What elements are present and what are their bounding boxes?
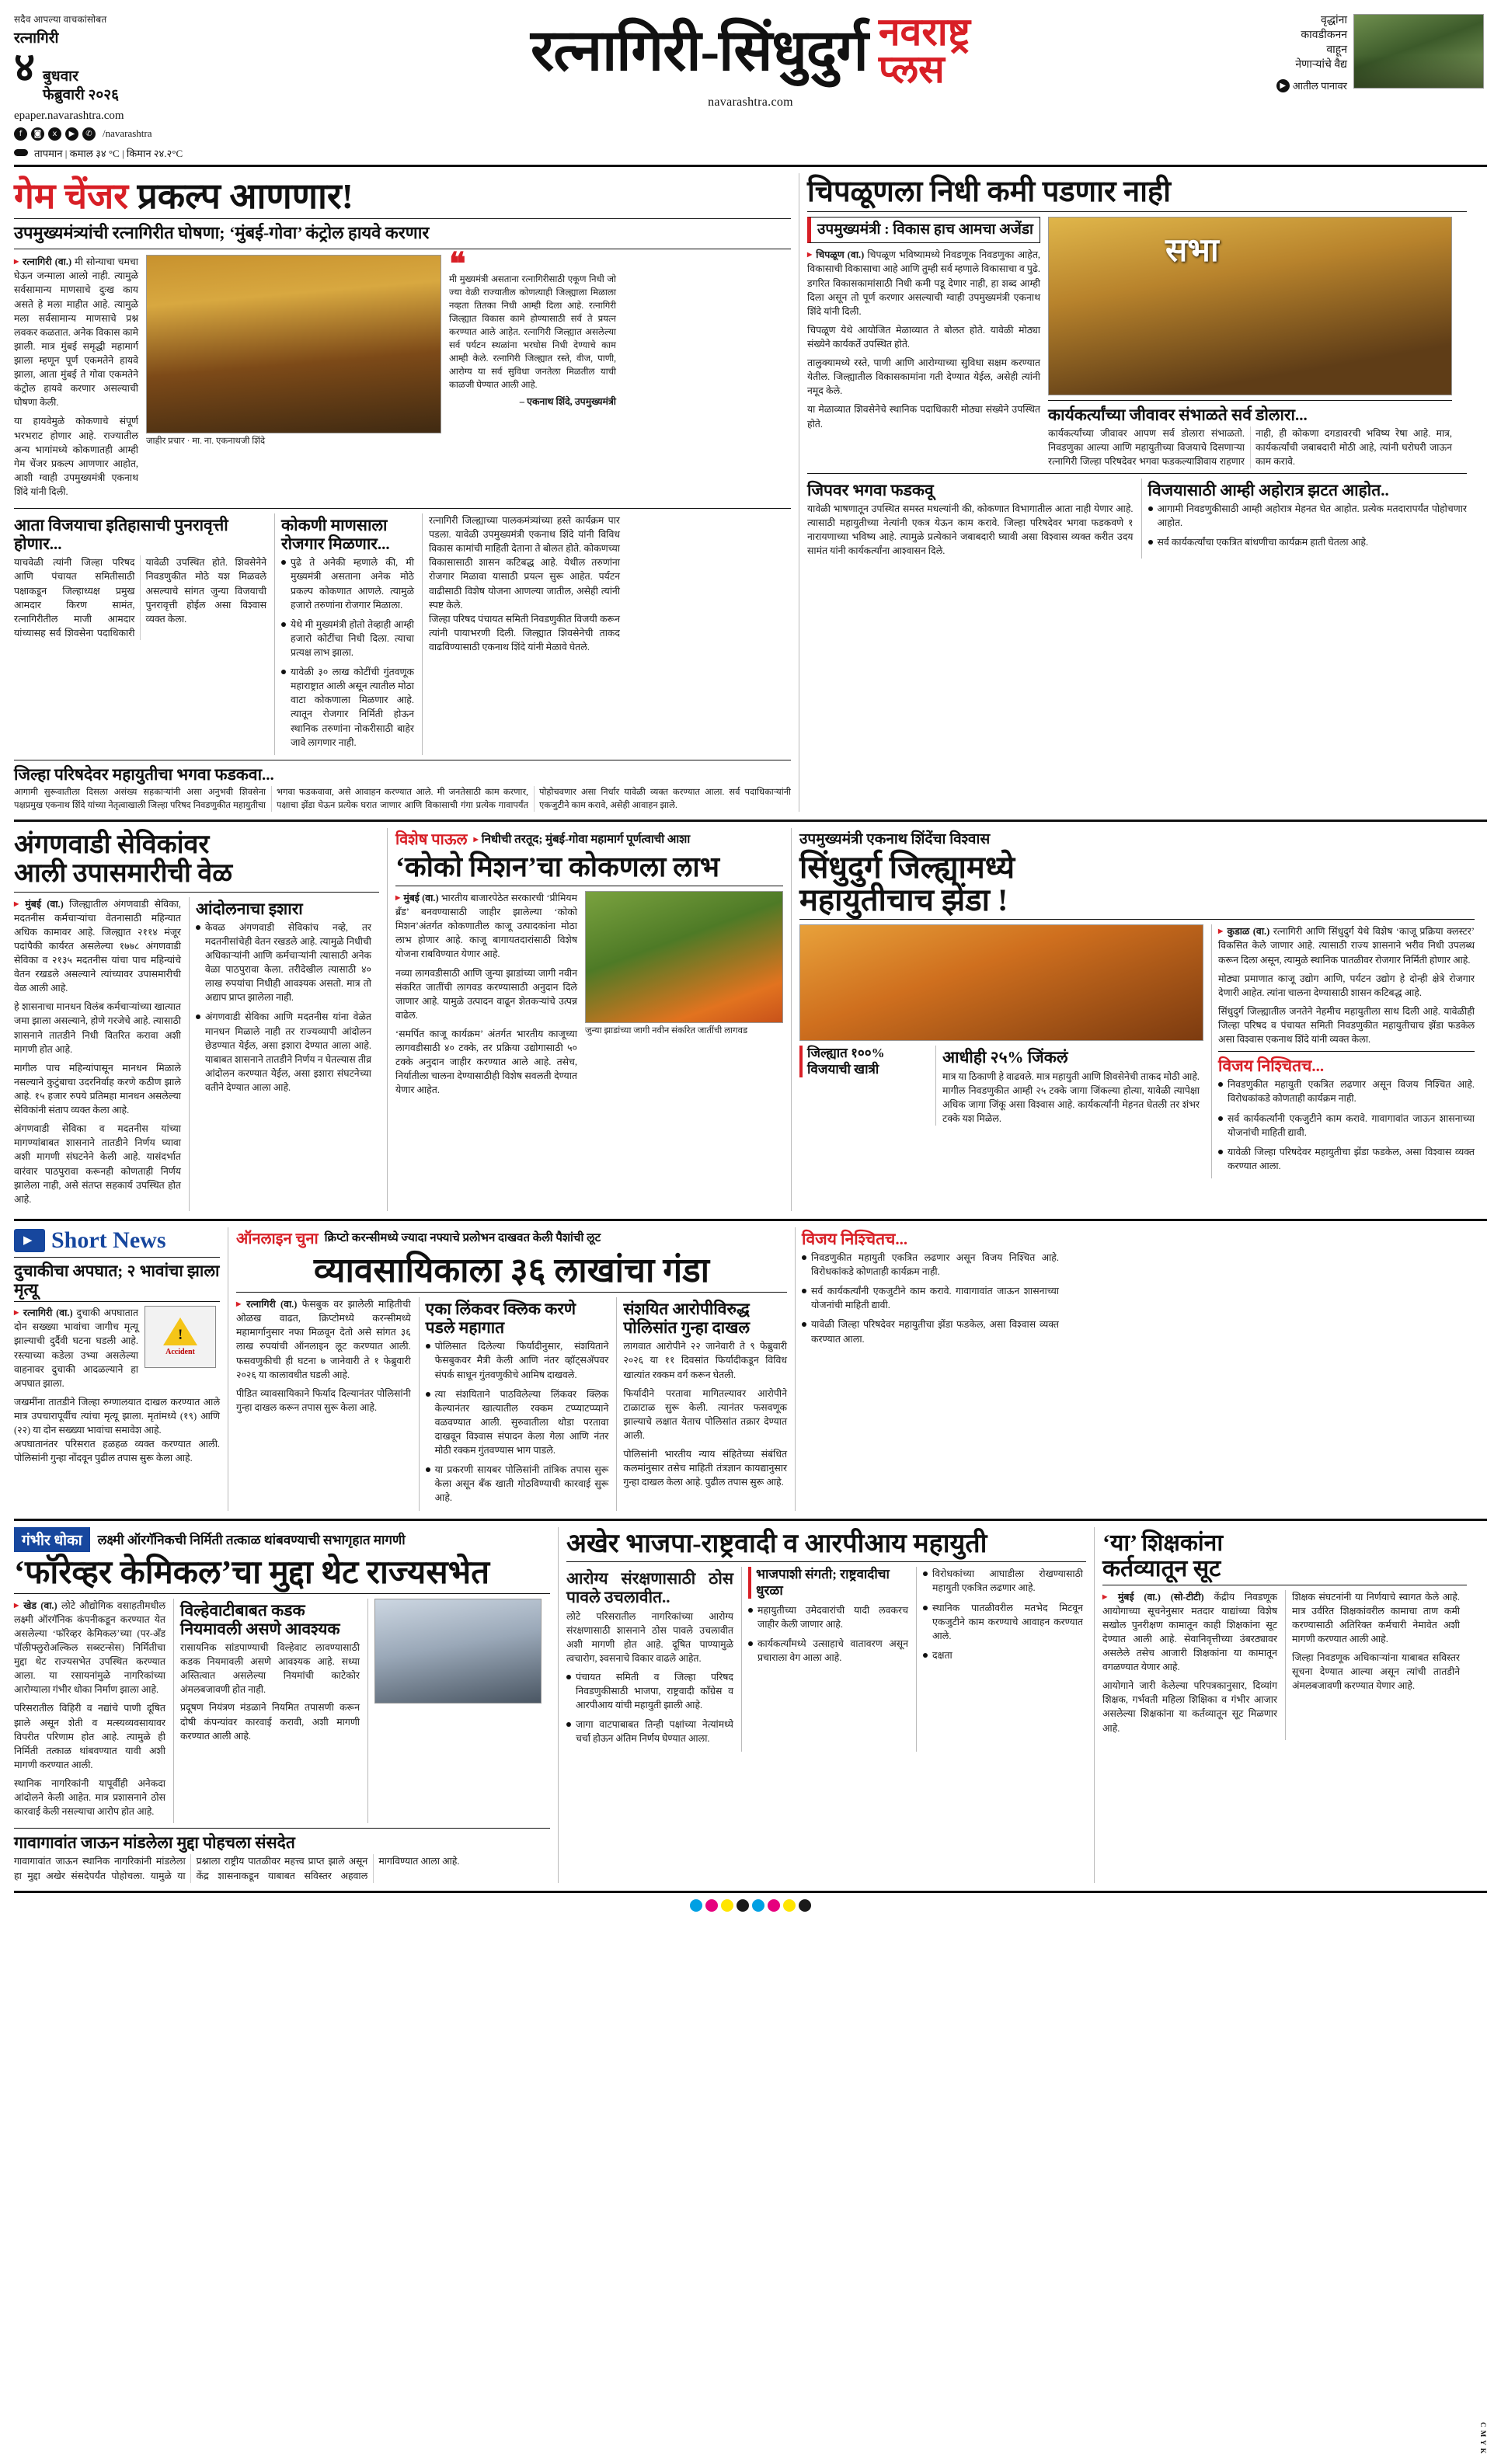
midright-sub3-bullet-2: सर्व कार्यकर्त्यांनी एकजुटीने काम करावे. गावागावांत जाऊन शासनाच्या योजनांची माहिती द्यावी. <box>1218 1112 1475 1140</box>
fraud-mid-bullet-2: त्या संशयिताने पाठविलेल्या लिंकवर क्लिक केल्यानंतर खात्यातील रक्कम टप्प्याटप्प्याने वळवण्यात आली. सुरुवातीला थोडा परतावा दाखवून विश्वास संपादन केला गेला आणि नंतर मोठी रक्कम गुंतवण्यास भाग पाडले. <box>426 1387 609 1458</box>
midleft-title-l1: अंगणवाडी सेविकांवर <box>14 830 210 860</box>
topright-sub1-body: कार्यकर्त्यांच्या जीवावर आपण सर्व डोलारा संभाळतो. निवडणुका आल्या आणि महायुतीच्या विजयाचे दिसणाऱ्या रत्नागिरी जिल्हा परिषदेवर भगवा फडकल्याशिवाय राहणार नाही, ही कोकणा दगडावरची भविष्य रेषा आहे. मात्र, कार्यकर्त्यांची जबाबदारी मोठी आहे, त्यांनी घरोघरी जाऊन काम करावे. <box>1048 427 1452 467</box>
bottomleft-title: ‘फॉरेव्हर केमिकल’चा मुद्दा थेट राज्यसभेत <box>14 1554 490 1591</box>
reg-dot <box>783 1899 796 1912</box>
promo-inside-label: आतील पानावर <box>1292 79 1347 92</box>
bottomcenter-sub-title: भाजपाशी संगती; राष्ट्रवादीचा धुरळा <box>748 1567 908 1599</box>
website-url[interactable]: navarashtra.com <box>708 96 793 109</box>
fraud-body <box>236 1297 411 1510</box>
whatsapp-icon[interactable]: ✆ <box>82 127 96 141</box>
bottomcenter-bullet-1: पंचायत समिती व जिल्हा परिषद निवडणुकीसाठी भाजपा, राष्ट्रवादी काँग्रेस व आरपीआय यांची महायुती झाली आहे. <box>566 1670 733 1712</box>
midleft-sub-bullet-2: अंगणवाडी सेविका आणि मदतनीस यांना वेळेत मानधन मिळाले नाही तर राज्यव्यापी आंदोलन छेडण्यात येईल, असा इशारा देण्यात आला आहे. याबाबत शासनाने तातडीने निर्णय न घेतल्यास तीव्र आंदोलन करण्यात येईल, असा इशारा संघटनेच्या वतीने देण्यात आला आहे. <box>196 1010 371 1095</box>
bottomleft-sub2-title: गावागावांत जाऊन मांडलेला मुद्दा पोहचला संसदेत <box>14 1833 295 1853</box>
midright-para-1: रत्नागिरी आणि सिंधुदुर्ग येथे विशेष ‘काजू प्रक्रिया क्लस्टर’ विकसित केले जाणार आहे. त्यासाठी राज्य शासनाने भरीव निधी उपलब्ध करून दिला असून, त्यामुळे स्थानिक पातळीवर रोजगार निर्मिती होणार आहे. <box>1218 926 1475 966</box>
reg-dot <box>752 1899 764 1912</box>
bottomcenter-bullet-5: विरोधकांच्या आघाडीला रोखण्यासाठी महायुती एकत्रित लढणार आहे. <box>923 1567 1083 1595</box>
promo-line4: नेणाऱ्यांचे वैद्य <box>1295 58 1347 71</box>
cmyk-marker: C M Y K <box>1479 2422 1487 2455</box>
fraud-mid-bullet-1: पोलिसात दिलेल्या फिर्यादीनुसार, संशयिताने फेसबुकवर मैत्री केली आणि नंतर व्हॉट्सअ‍ॅपवर संपर्क साधून गुंतवणुकीचे आमिष दाखवले. <box>426 1339 609 1381</box>
bottomleft-sub1 <box>173 1599 360 1824</box>
quote-icon: ❝ <box>449 245 466 283</box>
fraud-mid-bullet-3: या प्रकरणी सायबर पोलिसांनी तांत्रिक तपास सुरू केला असून बँक खाती गोठविण्याची कारवाई सुरू आहे. <box>426 1463 609 1505</box>
topright-para-1: चिपळूण भविष्यामध्ये निवडणूक निवडणुका आहेत, विकासाची विकासाचा आहे आणि तुम्ही सर्व म्हणाले विकासाचा व पुढे. डगरित विकासकामांसाठी निधी कमी पडू देणार नाही, हा शब्द आम्ही दिला असून तो पूर्ण करणार असल्याची ग्वाही उपमुख्यमंत्री एकनाथ शिंदे यांनी दिली. <box>807 249 1040 317</box>
midleft-sub-bullet-1: केवळ अंगणवाडी सेविकांच नव्हे, तर मदतनीसांचेही वेतन रखडले आहे. त्यामुळे निधीची अधिकाऱ्यांनी आणि कर्मचाऱ्यांनी त्यासाठी अनेक वेळा पाठपुरावा केला. तरीदेखील त्यासाठी ४० लाख रुपयांचा निधीही आवश्यक असतो. मात्र तो अद्याप प्राप्त झालेला नाही. <box>196 921 371 1005</box>
shortnews-para-2: जखमींना तातडीने जिल्हा रुग्णालयात दाखल करण्यात आले मात्र उपचारापूर्वीच त्यांचा मृत्यू झाला. मृतांमध्ये (१९) आणि (२२) या दोन सख्ख्या भावांचा समावेश आहे. <box>14 1396 220 1436</box>
fraud-kicker: क्रिप्टो करन्सीमध्ये ज्यादा नफ्याचे प्रलोभन दाखवत केली पैशांची लूट <box>324 1232 601 1245</box>
topright-title: चिपळूणला निधी कमी पडणार नाही <box>807 175 1171 208</box>
bottomright-para-2: आयोगाने जारी केलेल्या परिपत्रकानुसार, दिव्यांग शिक्षक, गर्भवती महिला शिक्षिका व गंभीर आजार असलेल्या शिक्षकांना या कर्तव्यातून सूट मिळणार आहे. <box>1102 1680 1277 1734</box>
lead-photo <box>146 255 441 433</box>
promo-line3: वाहून <box>1326 44 1347 56</box>
reg-dot <box>799 1899 811 1912</box>
bottomleft-body <box>14 1599 165 1824</box>
bottomright-col1 <box>1102 1590 1277 1740</box>
bottomcenter-section <box>558 1527 1086 1883</box>
midcenter-body <box>395 891 577 1102</box>
sub1-body: याचवेळी त्यांनी जिल्हा परिषद आणि पंचायत समितीसाठी पक्षाकडून जिल्हाध्यक्ष प्रमुख आमदार किरण सामंत, रत्नागिरीतील माजी आमदार यांच्यासह सर्व शिवसेना पदाधिकारी यावेळी उपस्थित होते. शिवसेनेने निवडणुकीत मोठे यश मिळवले असल्याचे सांगत जुन्या विजयाची पुनरावृत्ती होईल असा विश्वास व्यक्त केला. <box>14 557 266 639</box>
topright-para-2: चिपळूण येथे आयोजित मेळाव्यात ते बोलत होते. यावेळी मोठ्या संख्येने कार्यकर्ते उपस्थित होते. <box>807 324 1040 350</box>
midleft-body <box>14 897 181 1211</box>
fraud-rightmost-filler <box>795 1227 1059 1511</box>
paper-title: रत्नागिरी-सिंधुदुर्ग <box>531 19 868 83</box>
midright-sub3r-bullet-2: सर्व कार्यकर्त्यांनी एकजुटीने काम करावे. गावागावांत जाऊन शासनाच्या योजनांची माहिती द्यावी. <box>802 1284 1059 1312</box>
bottomcenter-bullet-4: कार्यकर्त्यांमध्ये उत्साहाचे वातावरण असून प्रचाराला वेग आला आहे. <box>748 1637 908 1665</box>
midcenter-para-3: ‘समर्पित काजू कार्यक्रम’ अंतर्गत भारतीय काजूच्या लागवडीसाठी ४० टक्के, तर प्रक्रिया उद्योगासाठी ५० टक्के अनुदान जाहीर करण्यात आले आहे. तसेच, निर्यातीला चालना देण्यासाठीही विशेष सवलती देण्यात येणार आहेत. <box>395 1028 577 1096</box>
masthead-left <box>14 11 247 160</box>
midcenter-photo <box>585 891 783 1023</box>
bottomleft-sub1-p1: रासायनिक सांडपाण्याची विल्हेवाट लावण्यासाठी कडक नियमावली असणे आवश्यक आहे. सध्या अस्तित्वात असलेल्या नियमांची काटेकोर अंमलबजावणी होत नाही. <box>180 1641 360 1696</box>
date-month-year: फेब्रुवारी २०२६ <box>43 86 119 103</box>
midright-title-l2: महायुतीचाच झेंडा ! <box>799 882 1008 917</box>
lead-para-3: रत्नागिरी जिल्ह्याच्या पालकमंत्र्यांच्या हस्ते कार्यक्रम पार पडला. यावेळी उपमुख्यमंत्री एकनाथ शिंदे यांनी विविध विकास कामांची माहिती देताना ते बोलत होते. कोकणच्या विकासासाठी शासन कटिबद्ध आहे. येथील तरुणांना रोजगार मिळावा यासाठी प्रयत्न सुरू आहेत. पर्यटन वाढीसाठी विशेष योजना आणल्या जातील, असेही त्यांनी स्पष्ट केले. <box>429 515 620 611</box>
date-day-name: बुधवार <box>43 68 78 85</box>
lead-continued <box>422 513 620 755</box>
midright-title <box>799 851 1475 916</box>
midright-sub3r-bullet-3: यावेळी जिल्हा परिषदेवर महायुतीचा झेंडा फडकेल, असा विश्वास व्यक्त करण्यात आला. <box>802 1317 1059 1345</box>
sub1-title: आता विजयाचा इतिहासाची पुनरावृत्ती होणार... <box>14 516 228 554</box>
masthead <box>14 11 1487 167</box>
bottomcenter-title: अखेर भाजपा-राष्ट्रवादी व आरपीआय महायुती <box>566 1529 987 1558</box>
midright-para-2: मोठ्या प्रमाणात काजू उद्योग आणि, पर्यटन उद्योग हे दोन्ही क्षेत्रे रोजगार देणारी आहेत. त्यांना चालना देण्यासाठी शासन कटिबद्ध आहे. <box>1218 973 1475 998</box>
bottomright-para-3: शिक्षक संघटनांनी या निर्णयाचे स्वागत केले आहे. मात्र उर्वरित शिक्षकांवरील कामाचा ताण कमी करण्यासाठी अतिरिक्त कर्मचारी नेमावेत अशी मागणी करण्यात आली आहे. <box>1292 1591 1460 1644</box>
lead-photo-block <box>146 255 441 503</box>
midright-sub3-bullet-3: यावेळी जिल्हा परिषदेवर महायुतीचा झेंडा फडकेल, असा विश्वास व्यक्त करण्यात आला. <box>1218 1145 1475 1173</box>
date-day-number: ४ <box>14 46 36 90</box>
topright-photo <box>1048 217 1452 395</box>
sub2-bullet-3: यावेळी ३० लाख कोटींची गुंतवणूक महाराष्ट्रात आली असून त्यातील मोठा वाटा कोकणाला मिळणार आहे. त्यातून रोजगार निर्मिती होऊन स्थानिक तरुणांना नोकरीसाठी बाहेर जावे लागणार नाही. <box>281 665 414 750</box>
shortnews-para-1: दुचाकी अपघातात दोन सख्ख्या भावांचा जागीच मृत्यू झाल्याची दुर्दैवी घटना घडली आहे. रस्त्याच्या कडेला उभ्या असलेल्या वाहनावर दुचाकी आदळल्याने हा अपघात झाला. <box>14 1307 138 1389</box>
x-icon[interactable]: x <box>48 127 61 141</box>
subhead-block-1 <box>14 513 266 755</box>
bottomcenter-mid-col <box>741 1567 908 1751</box>
midleft-title <box>14 831 379 888</box>
accident-label: Accident <box>165 1348 195 1357</box>
topright-para-3: तालुक्यामध्ये रस्ते, पाणी आणि आरोग्याच्या सुविधा सक्षम करण्यात येतील. जिल्ह्यातील विकासकामांना गती देण्यात येईल, असेही त्यांनी नमूद केले. <box>807 357 1040 397</box>
facebook-icon[interactable]: f <box>14 127 27 141</box>
right-section <box>799 173 1467 813</box>
lead-photo-caption: जाहीर प्रचार · मा. ना. एकनाथजी शिंदे <box>146 437 266 447</box>
lead-headline-black: प्रकल्प आणणार! <box>137 176 354 216</box>
midleft-sub <box>189 897 371 1211</box>
midleft-sub-title: आंदोलनाचा इशारा <box>196 899 303 918</box>
fraud-para-1: फेसबुक वर झालेली माहितीची ओळख वाढत, क्रिप्टोमध्ये करन्सीमध्ये महामार्गानुसार नफा मिळवून देतो असे सांगत ३६ लाख रुपयांची ऑनलाइन लूट करण्यात आली. फसवणुकीची ही घटना ७ जानेवारी ते १ फेब्रुवारी २०२६ या कालावधीत घडली आहे. <box>236 1299 411 1380</box>
sub2-bullet-2: येथे मी मुख्यमंत्री होतो तेव्हाही आम्ही हजारो कोटींचा निधी दिला. त्याचा प्रत्यक्ष लाभ झाला. <box>281 618 414 660</box>
lead-quote-attribution: – एकनाथ शिंदे, उपमुख्यमंत्री <box>519 396 616 408</box>
bottomright-title <box>1102 1530 1467 1582</box>
bottomleft-kicker: लक्ष्मी ऑरगॅनिकची निर्मिती तत्काळ थांबवण्याची सभागृहात मागणी <box>97 1533 406 1548</box>
social-handle[interactable]: /navarashtra <box>103 127 152 139</box>
accident-warning-graphic <box>145 1306 216 1368</box>
bottomleft-para-3: स्थानिक नागरिकांनी यापूर्वीही अनेकदा आंदोलने केली आहेत. मात्र प्रशासनाने ठोस कारवाई केली नसल्याचा आरोप होत आहे. <box>14 1777 165 1818</box>
fraud-section <box>228 1227 787 1511</box>
cloud-icon <box>14 147 29 158</box>
bottomleft-sub2-body: गावागावांत जाऊन स्थानिक नागरिकांनी मांडलेला हा मुद्दा अखेर संसदेपर्यंत पोहोचला. यामुळे या प्रश्नाला राष्ट्रीय पातळीवर महत्त्व प्राप्त झाले असून केंद्र शासनाकडून याबाबत सविस्तर अहवाल मागविण्यात आला आहे. <box>14 1856 460 1881</box>
bottomright-tag: (सो-टीटी) <box>1170 1591 1204 1603</box>
topright-sub2-title: जिपवर भगवा फडकवू <box>807 481 934 499</box>
fraud-mid-title: एका लिंकवर क्लिक करणे पडले महागात <box>425 1300 576 1338</box>
reg-dot <box>705 1899 718 1912</box>
bottomright-para-4: जिल्हा निवडणूक अधिकाऱ्यांना याबाबत सविस्तर सूचना देण्यात आल्या असून त्यांची तातडीने अंमलबजावणी करण्यात येणार आहे. <box>1292 1652 1460 1692</box>
bottomleft-photo-block <box>367 1599 542 1824</box>
edition-city: रत्नागिरी <box>14 30 59 47</box>
lead-para-2: या हायवेमुळे कोकणाचे संपूर्ण भरभराट होणार आहे. राज्यातील अन्य भागांमध्ये कोकणातही आम्ही गेम चेंजर प्रकल्प आणणार आहोत, आशी ग्वाही उपमुख्यमंत्री एकनाथ शिंदे यांनी दिली. <box>14 416 138 497</box>
fraud-right-para-1: लागवात आरोपीने २२ जानेवारी ते ९ फेब्रुवारी २०२६ या ११ दिवसांत फिर्यादीकडून विविध खात्यांत रक्कम वर्ग करून घेतली. <box>623 1341 788 1380</box>
arrow-icon: ▶ <box>1276 79 1290 92</box>
bottomleft-photo <box>374 1599 542 1704</box>
midright-photo <box>799 924 1203 1041</box>
lead-dateline: ▶ रत्नागिरी (वा.) <box>14 256 71 267</box>
bottomcenter-sub-a: आरोग्य संरक्षणासाठी ठोस पावले उचलावीत.. <box>566 1569 733 1607</box>
topright-sub3-bullet-1: आगामी निवडणुकीसाठी आम्ही अहोरात्र मेहनत घेत आहोत. प्रत्येक मतदारापर्यंत पोहोचणार आहोत. <box>1148 502 1468 530</box>
midcenter-para-1: भारतीय बाजारपेठेत सरकारची ‘प्रीमियम ब्रँड’ बनवण्यासाठी जाहीर झालेल्या ‘कोको मिशन’अंतर्गत कोकणातील काजू उत्पादकांना मोठा लाभ होणार आहे. काजू बागायतदारांसाठी विशेष योजना राबविण्यात येणार आहे. <box>395 893 577 960</box>
midright-photo-block <box>799 924 1203 1178</box>
midleft-para-2: हे शासनाचा मानधन विलंब कर्मचाऱ्यांच्या खात्यात जमा झाला असल्याने, होणे गरजेचे आहे. त्यासाठी शासनाने तातडीने निधी वितरित करावा अशी मागणी होत आहे. <box>14 1001 181 1055</box>
fraud-para-2: पीडित व्यावसायिकाने फिर्याद दिल्यानंतर पोलिसांनी गुन्हा दाखल करून तपास सुरू केला आहे. <box>236 1387 411 1413</box>
topright-sub1-title: कार्यकर्त्यांच्या जीवावर संभाळते सर्व डोलारा... <box>1048 405 1308 424</box>
midleft-para-4: अंगणवाडी सेविका व मदतनीस यांच्या मागण्यांबाबत शासनाने तातडीने निर्णय घ्यावा अशी मागणी संघटनेने केली आहे. यासंदर्भात वारंवार पाठपुरावा करूनही कोणताही निर्णय झालेला नाही, असे संतप्त सहकार्य उपस्थित होत आहे. <box>14 1123 181 1205</box>
youtube-icon[interactable]: ▶ <box>65 127 78 141</box>
midright-sub3-title: विजय निश्चितच... <box>1218 1056 1325 1076</box>
midright-sub2-title: आधीही २५% जिंकलं <box>942 1048 1068 1067</box>
midright-sub3-title-repeat: विजय निश्चितच... <box>802 1229 908 1248</box>
bottomleft-para-1: लोटे औद्योगिक वसाहतीमधील लक्ष्मी ऑरगॅनिक कंपनीकडून करण्यात येत असलेल्या ‘फॉरेव्हर केमिकल’च्या (पर-अँड पॉलीफ्लुरोअल्किल सब्स्टन्सेस) निर्मितीचा मुद्दा थेट राज्यसभेत उपस्थित करण्यात आला. या रसायनांमुळे नागरिकांच्या आरोग्याला गंभीर धोका निर्माण झाला आहे. <box>14 1599 165 1696</box>
midcenter-kicker: ▶ निधीची तरतूद; मुंबई-गोवा महामार्ग पूर्णत्वाची आशा <box>474 831 691 847</box>
shortnews-section <box>14 1227 220 1511</box>
registration-dots <box>14 1893 1487 1912</box>
bottomright-para-1: केंद्रीय निवडणूक आयोगाच्या सूचनेनुसार मतदार याद्यांच्या विशेष सखोल पुनरीक्षण कामातून काही शिक्षकांना सूट देण्यात आली आहे. सेवानिवृत्तीच्या उंबरठ्यावर असलेले तसेच आजारी शिक्षकांना या कामातून वगळण्यात येणार आहे. <box>1102 1591 1277 1673</box>
fraud-right-para-2: फिर्यादीने परतावा मागितल्यावर आरोपीने टाळाटाळ सुरू केली. त्यानंतर फसवणूक झाल्याचे लक्षात येताच पोलिसांत तक्रार देण्यात आली. <box>623 1387 788 1442</box>
shortnews-body <box>14 1306 138 1395</box>
topright-sub3-bullet-2: सर्व कार्यकर्त्यांचा एकत्रित बांधणीचा कार्यक्रम हाती घेतला आहे. <box>1148 535 1468 549</box>
left-section <box>14 173 791 813</box>
topright-boxed-head: उपमुख्यमंत्री : विकास हाच आमचा अजेंडा <box>807 217 1040 244</box>
fraud-dateline: ▶ रत्नागिरी (वा.) <box>236 1299 297 1310</box>
bottomcenter-left-col <box>566 1567 733 1751</box>
instagram-icon[interactable]: ◙ <box>31 127 44 141</box>
topright-photo-overlay: सभा <box>1165 232 1219 269</box>
sub3-body: आगामी सुरूवातीला दिसला असंख्य सहकाऱ्यांनी असा अनुभवी शिवसेना पक्षप्रमुख एकनाथ शिंदे यांच्या नेतृत्वाखाली जिल्हा परिषद निवडणुकीत महायुतीचा भगवा फडकवावा, असे आवाहन करण्यात आले. मी जनतेसाठी काम करणार, पक्षाचा झेंडा घेऊन प्रत्येक घरात जाणार आणि विकासाची गंगा प्रत्येक गावापर्यंत पोहोचवणार असा निर्धार यावेळी व्यक्त करण्यात आला. सर्व पदाधिकाऱ्यांनी एकजुटीने काम करावे, असेही आवाहन झाले. <box>14 787 791 810</box>
bottomleft-sub1-p2: प्रदूषण नियंत्रण मंडळाने नियमित तपासणी करून दोषी कंपन्यांवर कारवाई करावी, अशी मागणी करण्यात आली आहे. <box>180 1702 360 1742</box>
bottomright-title-l2: कर्तव्यातून सूट <box>1102 1555 1221 1582</box>
paper-brand-line1: नवराष्ट्र <box>878 10 970 54</box>
bottomcenter-bullet-6: स्थानिक पातळीवरील मतभेद मिटवून एकजुटीने काम करण्याचे आवाहन करण्यात आले. <box>923 1601 1083 1643</box>
paper-brand-line2: प्लस <box>878 47 945 91</box>
epaper-url[interactable]: epaper.navarashtra.com <box>14 109 124 122</box>
topright-para-4: या मेळाव्यात शिवसेनेचे स्थानिक पदाधिकारी मोठ्या संख्येने उपस्थित होते. <box>807 404 1040 430</box>
shortnews-play-icon <box>14 1229 45 1252</box>
midright-section <box>791 828 1475 1211</box>
midcenter-title: ‘कोको मिशन’चा कोकणला लाभ <box>395 851 720 883</box>
bottomcenter-para-1: लोटे परिसरातील नागरिकांच्या आरोग्य संरक्षणासाठी शासनाने ठोस पावले उचलावीत अशी मागणी होत आहे. दूषित पाण्यामुळे त्वचारोग, श्वसनाचे विकार वाढले आहेत. <box>566 1610 733 1664</box>
promo-line1: वृद्धांना <box>1321 15 1347 26</box>
reg-dot <box>737 1899 749 1912</box>
midright-dateline: ▶ कुडाळ (वा.) <box>1218 926 1269 937</box>
bottomleft-para-2: परिसरातील विहिरी व नद्यांचे पाणी दूषित झाले असून शेती व मत्स्यव्यवसायावर विपरीत परिणाम होत आहे. त्यामुळे ही निर्मिती तत्काळ थांबवण्यात यावी अशी मागणी करण्यात आली. <box>14 1703 165 1770</box>
weather-strip <box>14 146 247 160</box>
midleft-section <box>14 828 379 1211</box>
midcenter-photo-caption: जुन्या झाडांच्या जागी नवीन संकरित जातींची लागवड <box>585 1026 748 1036</box>
lead-body-col1 <box>14 255 138 503</box>
midcenter-section <box>387 828 783 1211</box>
bottomcenter-bullet-2: जागा वाटपाबाबत तिन्ही पक्षांच्या नेत्यांमध्ये चर्चा होऊन अंतिम निर्णय घेण्यात आला. <box>566 1717 733 1745</box>
fraud-right-title: संशयित आरोपीविरुद्ध पोलिसांत गुन्हा दाखल <box>623 1300 750 1338</box>
lead-quote-block <box>449 245 616 503</box>
midleft-para-3: मागील पाच महिन्यांपासून मानधन मिळाले नसल्याने कुटुंबाचा उदरनिर्वाह करणे कठीण झाले आहे. १५ हजार रुपये प्रतिमहा मानधन असलेल्या सेविकांनी संताप व्यक्त केला आहे. <box>14 1062 181 1116</box>
midright-para-3: सिंधुदुर्ग जिल्ह्यातील जनतेने नेहमीच महायुतीला साथ दिली आहे. यावेळीही जिल्हा परिषद व पंचायत समिती निवडणुकीत महायुतीचाच झेंडा फडकेल असा विश्वास एकनाथ शिंदे यांनी व्यक्त केला. <box>1218 1005 1475 1046</box>
lead-headline <box>14 178 791 215</box>
reg-dot <box>768 1899 780 1912</box>
date-block <box>14 46 247 105</box>
bottomleft-dateline: ▶ खेड (वा.) <box>14 1600 57 1611</box>
midright-title-l1: सिंधुदुर्ग जिल्ह्यामध्ये <box>799 850 1015 886</box>
topright-sub3-title: विजयासाठी आम्ही अहोरात्र झटत आहोत.. <box>1148 481 1389 499</box>
fraud-right-para-3: पोलिसांनी भारतीय न्याय संहितेच्या संबंधित कलमांनुसार तसेच माहिती तंत्रज्ञान कायद्यानुसार गुन्हा दाखल केला आहे. पुढील तपास सुरू आहे. <box>623 1449 788 1488</box>
midcenter-para-2: नव्या लागवडीसाठी आणि जुन्या झाडांच्या जागी नवीन संकरित जातींची लागवड करण्यासाठी अनुदान दिले जाणार आहे. यामुळे उत्पादन वाढून शेतकऱ्यांचे उत्पन्न वाढेल. <box>395 967 577 1021</box>
midright-sub3r-bullet-1: निवडणुकीत महायुती एकत्रित लढणार असून विजय निश्चित आहे. विरोधकांकडे कोणताही कार्यक्रम नाही. <box>802 1251 1059 1279</box>
fraud-badge: ऑनलाइन चुना <box>236 1230 319 1248</box>
midright-body <box>1211 924 1475 1178</box>
midcenter-badge: विशेष पाऊल <box>395 831 468 849</box>
bottomcenter-photo-caption: दक्षता <box>923 1648 1083 1662</box>
weather-text: तापमान | कमाल ३४ °C | किमान २४.२°C <box>34 147 183 159</box>
lead-quote-text: मी मुख्यमंत्री असताना रत्नागिरीसाठी एकूण निधी जो ज्या वेळी राज्यातील कोणत्याही जिल्ह्याला मिळाला नव्हता तितका निधी आम्ही दिला आहे. रत्नागिरी जिल्ह्यात विकास कामे होण्यासाठी सर्व ते प्रयत्न करण्यात आले आहेत. रत्नागिरी जिल्ह्यात असलेल्या सर्व पर्यटन स्थळांना भरघोस निधी देण्याचे काम आम्ही केले. रत्नागिरी जिल्ह्यात रस्ते, वीज, पाणी, आरोग्य या सर्व सुविधा जनतेला मिळतील याची काळजी घेण्यात आली आहे. <box>449 274 616 390</box>
midleft-dateline: ▶ मुंबई (वा.) <box>14 899 64 910</box>
sub2-bullet-1: पुढे ते अनेकी म्हणाले की, मी मुख्यमंत्री असताना अनेक मोठे प्रकल्प कोकणात आणले. त्यामुळे हजारो तरुणांना रोजगार मिळाला. <box>281 555 414 611</box>
bottomleft-badge: गंभीर धोका <box>14 1527 90 1552</box>
bottomright-section <box>1094 1527 1467 1883</box>
bottomcenter-bullet-3: महायुतीच्या उमेदवारांची यादी लवकरच जाहीर केली जाणार आहे. <box>748 1603 908 1631</box>
bottomleft-sub1-title: विल्हेवाटीबाबत कडक नियमावली असणे आवश्यक <box>180 1600 340 1638</box>
midright-sub3-bullet-1: निवडणुकीत महायुती एकत्रित लढणार असून विजय निश्चित आहे. विरोधकांकडे कोणताही कार्यक्रम नाही. <box>1218 1077 1475 1105</box>
shortnews-dateline: ▶ रत्नागिरी (वा.) <box>14 1307 73 1318</box>
lead-headline-red: गेम चेंजर <box>14 176 129 216</box>
midcenter-photo-block <box>585 891 783 1102</box>
shortnews-headline: दुचाकीचा अपघात; २ भावांचा झाला मृत्यू <box>14 1261 220 1300</box>
midright-sub2-body: मात्र या ठिकाणी हे वाढवले. मात्र महायुती आणि शिवसेनेची ताकद मोठी आहे. मागील निवडणुकीत आम्ही २५ टक्के जागा जिंकल्या होत्या, यावेळी त्यापेक्षा अधिक जागा जिंकू असा विश्वास आहे. कार्यकर्त्यांनी मेहनत घेतली तर शंभर टक्के यश मिळेल. <box>942 1070 1200 1124</box>
midright-kicker: उपमुख्यमंत्री एकनाथ शिंदेंचा विश्वास <box>799 831 991 848</box>
reg-dot <box>690 1899 702 1912</box>
masthead-right <box>1254 11 1487 92</box>
masthead-tagline: सदैव आपल्या वाचकांसोबत <box>14 14 107 25</box>
warning-triangle-icon <box>163 1317 197 1345</box>
midcenter-dateline: ▶ मुंबई (वा.) <box>395 893 439 903</box>
reg-dot <box>721 1899 733 1912</box>
bottomleft-section <box>14 1527 550 1883</box>
fraud-title: व्यावसायिकाला ३६ लाखांचा गंडा <box>313 1251 710 1289</box>
bottomright-title-l1: ‘या’ शिक्षकांना <box>1102 1530 1224 1556</box>
fraud-mid <box>419 1297 609 1510</box>
subhead-block-2 <box>274 513 414 755</box>
lead-para-4: जिल्हा परिषद पंचायत समिती निवडणुकीत विजयी करून त्यांनी पायाभरणी दिली. जिल्ह्यात शिवसेनेची ताकद वाढविण्यासाठी एकनाथ शिंदे यांनी मेळावे घेतले. <box>429 613 620 653</box>
bottomright-col2 <box>1285 1590 1460 1740</box>
sub3-title: जिल्हा परिषदेवर महायुतीचा भगवा फडकवा... <box>14 764 274 784</box>
masthead-photo <box>1353 14 1484 89</box>
social-links[interactable] <box>14 127 247 141</box>
topright-dateline: ▶ चिपळूण (वा.) <box>807 249 864 260</box>
bottomright-dateline: ▶ मुंबई (वा.) <box>1102 1592 1161 1603</box>
shortnews-para-3: अपघातानंतर परिसरात हळहळ व्यक्त करण्यात आली. पोलिसांनी गुन्हा नोंदवून पुढील तपास सुरू केला आहे. <box>14 1439 220 1464</box>
lead-para-1: मी सोन्याचा चमचा घेऊन जन्माला आलो नाही. त्यामुळे सर्वसामान्य माणसाचे दुःख काय असते हे मला माहीत आहे. त्यामुळे मला सर्वसामान्य माणसाचे प्रश्न लवकर कळतात. अनेक विकास कामे झाली. मात्र मुंबई समृद्धी महामार्ग झाला म्हणून पूर्ण एकमतेने हायवे झाला, आता मुंबई ते गोवा एकमतेने कंट्रोल हायवे करणार असल्याची घोषणा केली. <box>14 256 139 409</box>
masthead-center <box>255 11 1246 110</box>
topright-sub2-body: यावेळी भाषणातून उपस्थित समस्त मधल्यांनी की, कोकणात विभागातील आता नाही येणार आहे. त्यासाठी महायुतीच्या नेत्यांनी एकत्र येऊन काम करावे. जिल्हा परिषदेवर भगवा फडकवणे १ नारायणाच्या भविष्य आहे. त्यामुळे प्रत्येकाने जबाबदारी घ्यावी असा विश्वास व्यक्त करीत उदय सामंत यांनी कार्यकर्त्यांना आश्वासन दिले. <box>807 503 1134 557</box>
shortnews-title: Short News <box>51 1227 166 1253</box>
midleft-title-l2: आली उपासमारीची वेळ <box>14 858 233 888</box>
fraud-right <box>616 1297 787 1510</box>
promo-line2: कावडीकनन <box>1301 29 1347 41</box>
lead-subhead: उपमुख्यमंत्र्यांची रत्नागिरीत घोषणा; ‘मुंबई-गोवा’ कंट्रोल हायवे करणार <box>14 222 430 242</box>
sub2-title: कोकणी माणसाला रोजगार मिळणार... <box>281 516 390 554</box>
bottomcenter-right-col <box>916 1567 1083 1751</box>
midright-sub1-title: जिल्ह्यात १००% विजयाची खात्री <box>799 1046 928 1077</box>
midleft-para-1: जिल्ह्यातील अंगणवाडी सेविका, मदतनीस कर्मचाऱ्यांचा वेतनासाठी महिन्यात अधिक कामावर आहे. जिल्ह्यात २११४ मंजूर पदांपैकी कार्यरत असलेल्या १७७८ अंगणवाडी सेविका व २१३५ मदतनीस यांचा पाच महिन्यांचे वेतन रखडले असल्याने त्यांच्यावर उपासमारीची वेळ आली आहे. <box>14 898 181 994</box>
